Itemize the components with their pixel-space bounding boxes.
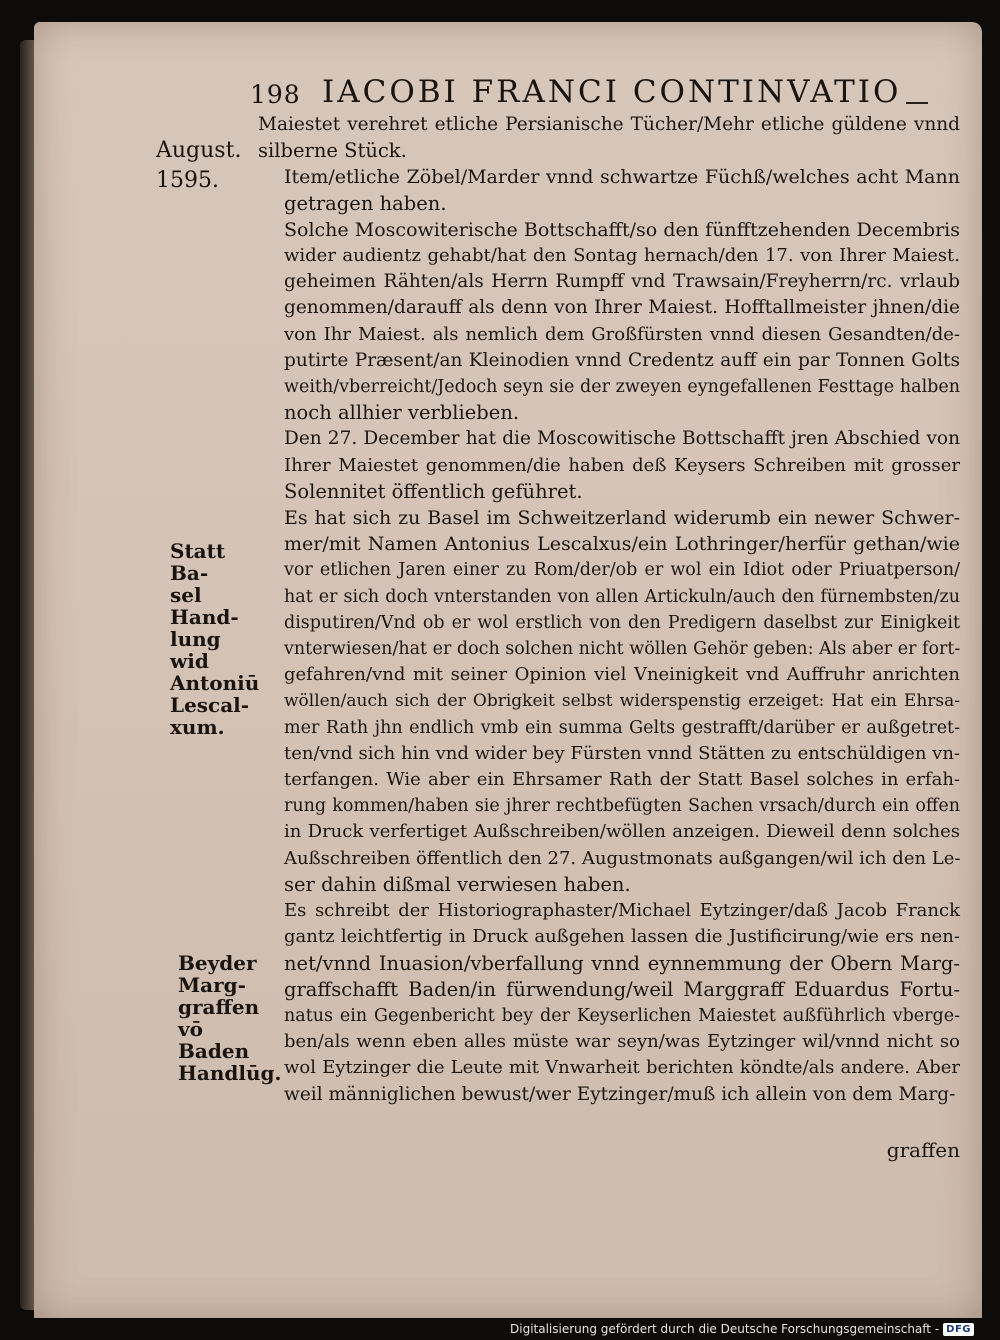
paragraph [258, 217, 960, 427]
paragraph [258, 505, 960, 898]
paragraph [258, 112, 960, 164]
text-line: genommen/darauff als denn von Ihrer Maiest. Hofftallmeister jhnen/die [284, 297, 960, 319]
text-line: gefahren/vnd mit seiner Opinion viel Vneinigkeit vnd Auffruhr anrichten [284, 664, 960, 686]
margin-note-line: Lescal- [170, 693, 250, 717]
margin-note-line: sel Hand- [170, 583, 239, 629]
paragraph [258, 426, 960, 505]
margin-note-line: Marg- [178, 973, 246, 997]
margin-note-line: vō Baden [178, 1017, 250, 1063]
margin-note-line: Handlūg. [178, 1061, 282, 1085]
text-line: Ihrer Maiestet genommen/die haben deß Keysers Schreiben mit grosser [284, 454, 960, 476]
margin-note-basel [170, 540, 266, 738]
margin-note-line: Antoniū [170, 671, 260, 695]
dfg-logo-icon: DFG [943, 1323, 974, 1336]
body-text [258, 112, 960, 1108]
margin-note-line: graffen [178, 995, 260, 1019]
running-title: IACOBI FRANCI CONTINVATIO [322, 74, 902, 110]
paragraph [258, 898, 960, 1108]
text-line: vnterwiesen/hat er doch solchen nicht wöllen Gehör geben: Als aber er fort- [284, 639, 961, 660]
text-line: disputiren/Vnd ob er wol erstlich von den Predigern daselbst zur Einigkeit [284, 612, 960, 633]
margin-note-line: Statt Ba- [170, 539, 226, 585]
text-line: graffschafft Baden/in fürwendung/weil Marggraff Eduardus Fortu- [284, 977, 960, 1001]
text-line: Solennitet öffentlich geführet. [284, 479, 583, 503]
margin-note-line: 1595. [156, 168, 219, 193]
text-line: wider audientz gehabt/hat den Sontag hernach/den 17. von Ihrer Maiest. [284, 245, 960, 267]
text-line: Maiestet verehret etliche Persianische Tücher/Mehr etliche güldene vnnd [258, 114, 960, 135]
text-line: hat er sich doch vnterstanden von allen Artickuln/auch den fürnembsten/zu [284, 586, 960, 607]
page-number: 198 [250, 80, 301, 109]
margin-note-line: lung wid [170, 627, 221, 673]
text-line: weil männiglichen bewust/wer Eytzinger/muß ich allein von dem Marg- [284, 1083, 956, 1105]
text-line: mer/mit Namen Antonius Lescalxus/ein Lothringer/herfür gethan/wie [284, 533, 960, 556]
text-line: gantz leichtfertig in Druck außgehen lassen die Justificirung/wie ers nen- [284, 926, 960, 948]
footer-credit: Digitalisierung gefördert durch die Deutsche Forschungsgemeinschaft - [510, 1322, 940, 1336]
catchword: graffen [886, 1138, 960, 1162]
text-line: mer Rath jhn endlich vmb ein summa Gelts gestrafft/darüber er außgetret- [284, 717, 960, 738]
text-line: rung kommen/haben sie jhrer rechtbefügten Sachen vrsach/durch ein offen [284, 796, 960, 817]
margin-note-line: xum. [170, 715, 225, 739]
text-line: wöllen/auch sich der Obrigkeit selbst widerspenstig erzeiget: Hat ein Ehrsa- [284, 691, 960, 712]
text-line: Solche Moscowiterische Bottschafft/so den fünfftzehenden Decembris [284, 218, 960, 241]
text-line: ser dahin dißmal verwiesen haben. [284, 872, 631, 896]
text-line: geheimen Rähten/als Herrn Rumpff vnd Trawsain/Freyherrn/rc. vrlaub [284, 271, 960, 293]
text-line: wol Eytzinger die Leute mit Vnwarheit berichten köndte/als andere. Aber [284, 1057, 960, 1079]
margin-note-date [156, 136, 241, 196]
margin-note-line: August. [156, 138, 242, 163]
text-line: getragen haben. [284, 191, 447, 215]
text-line: vor etlichen Jaren einer zu Rom/der/ob er wol ein Idiot oder Priuatperson/ [284, 560, 960, 581]
text-line: weith/vberreicht/Jedoch seyn sie der zweyen eyngefallenen Festtage halben [284, 377, 960, 398]
text-line: Item/etliche Zöbel/Marder vnnd schwartze Füchß/welches acht Mann [284, 166, 960, 189]
text-line: silberne Stück. [258, 139, 407, 163]
margin-note-line: Beyder [178, 951, 257, 975]
text-line: putirte Præsent/an Kleinodien vnnd Credentz auff ein par Tonnen Golts [284, 349, 960, 371]
text-line: von Ihr Maiest. als nemlich dem Großfürsten vnnd diesen Gesandten/de- [284, 323, 960, 345]
text-line: natus ein Gegenbericht bey der Keyserlichen Maiestet außführlich vberge- [284, 1005, 960, 1026]
text-line: Es hat sich zu Basel im Schweitzerland widerumb ein newer Schwer- [284, 507, 960, 530]
text-line: terfangen. Wie aber ein Ehrsamer Rath der Statt Basel solches in erfah- [284, 769, 960, 791]
text-line: in Druck verfertiget Außschreiben/wöllen anzeigen. Dieweil denn solches [284, 821, 960, 843]
text-line: Außschreiben öffentlich den 27. Augustmonats außgangen/wil ich den Le- [284, 847, 961, 869]
text-line: ten/vnd sich hin vnd wider bey Fürsten vnnd Stätten zu entschüldigen vn- [284, 742, 960, 764]
text-line: ben/als wenn eben alles müste war seyn/was Eytzinger wil/vnnd nicht so [284, 1031, 960, 1053]
header-rule [906, 102, 928, 104]
paragraph [258, 164, 960, 216]
text-line: noch allhier verblieben. [284, 401, 520, 425]
text-line: Den 27. December hat die Moscowitische Bottschafft jren Abschied von [284, 428, 960, 450]
text-line: net/vnnd Inuasion/vberfallung vnnd eynnemmung der Obern Marg- [284, 951, 960, 975]
footer [510, 1322, 974, 1336]
text-line: Es schreibt der Historiographaster/Michael Eytzinger/daß Jacob Franck [284, 900, 960, 922]
